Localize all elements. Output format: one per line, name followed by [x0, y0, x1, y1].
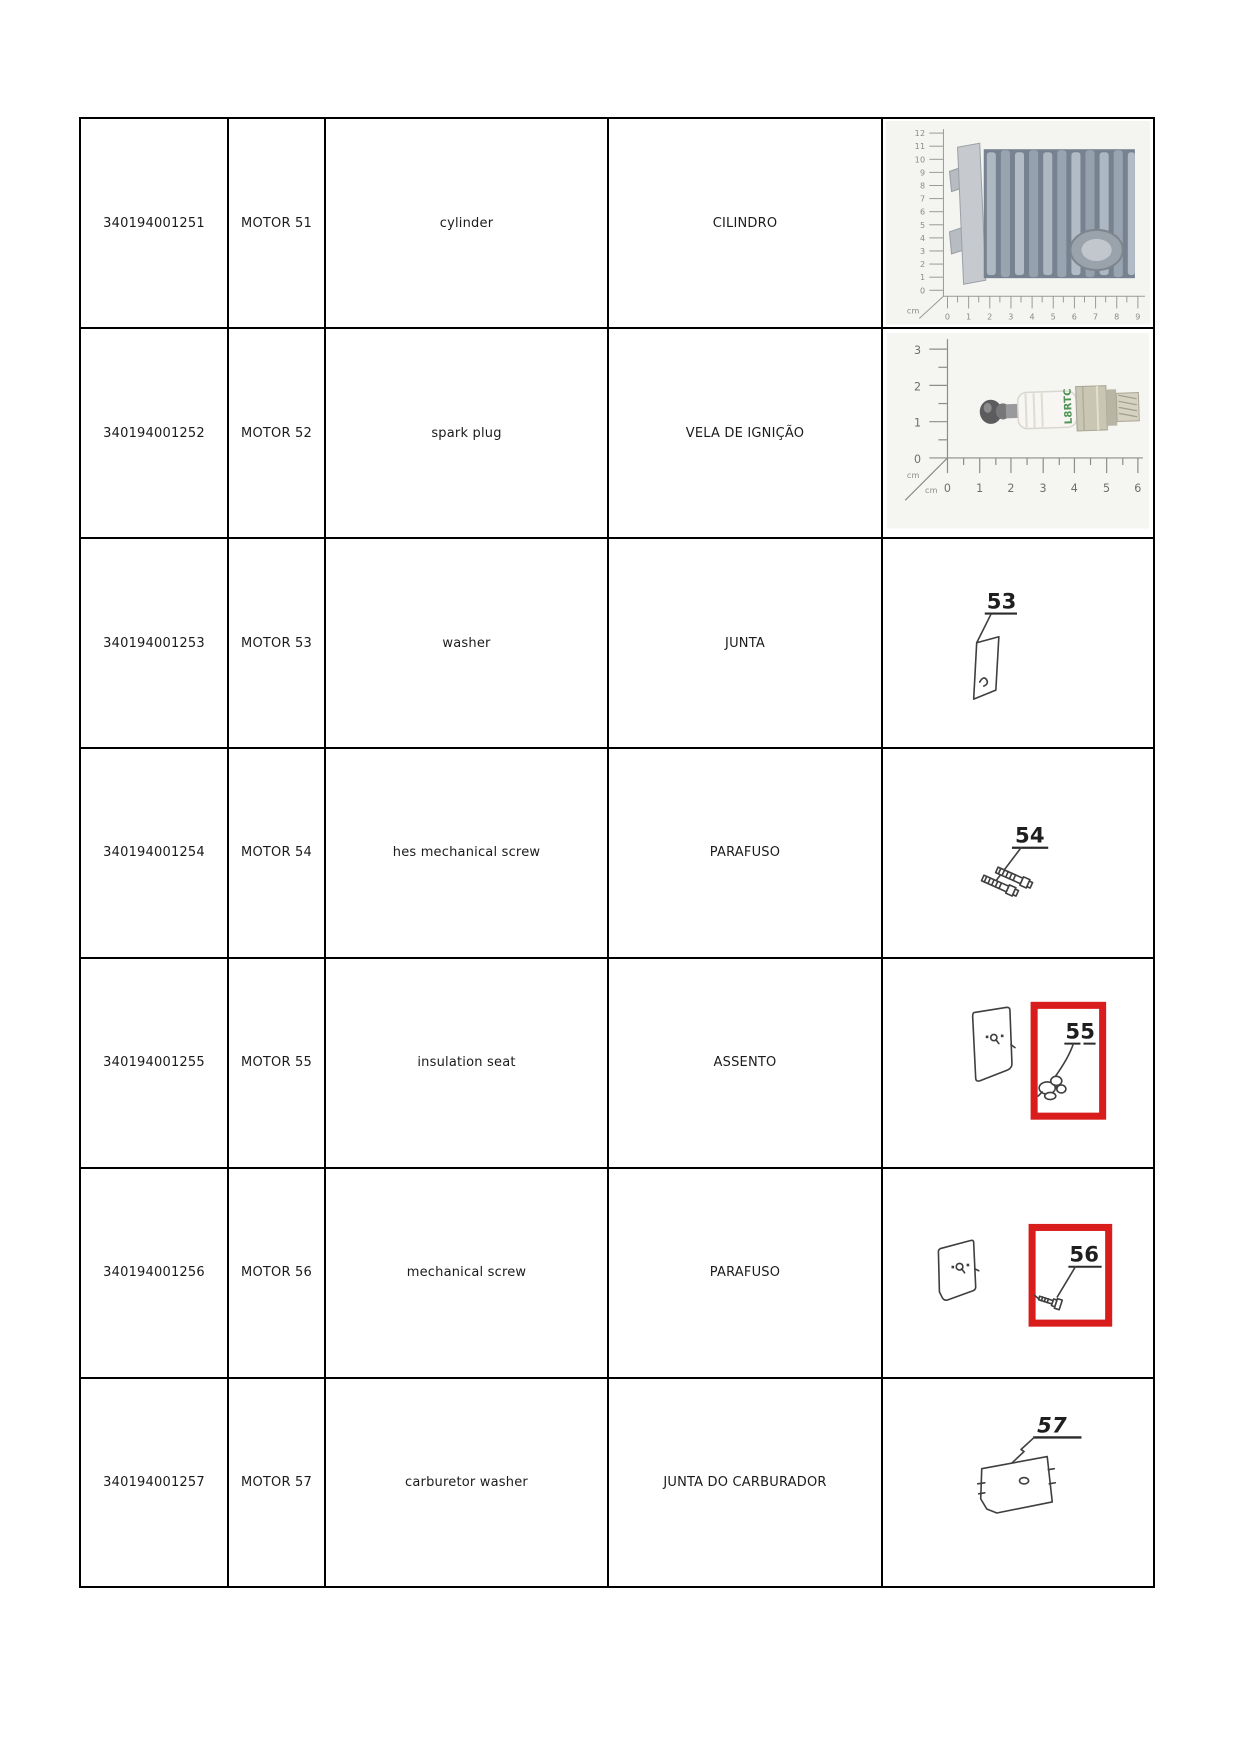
callout-number: 54 [1014, 822, 1045, 848]
reference-cell [228, 1168, 325, 1378]
part-number-cell [80, 118, 228, 328]
description-pt-cell [608, 1168, 882, 1378]
svg-text:cm: cm [906, 306, 920, 316]
description-en-cell [325, 958, 608, 1168]
svg-text:6: 6 [1134, 482, 1142, 496]
reference-cell [228, 1378, 325, 1588]
part-number: 340194001253 [103, 635, 205, 651]
description-en: hes mechanical screw [392, 845, 541, 861]
description-pt-cell [608, 328, 882, 538]
part-image-cell [882, 328, 1154, 538]
cylinder-part [949, 143, 1134, 284]
part-image-cell [882, 118, 1154, 328]
insulation-seat-drawing [883, 959, 1153, 1167]
svg-text:1: 1 [976, 482, 984, 496]
reference: MOTOR 53 [241, 635, 312, 651]
reference: MOTOR 57 [241, 1474, 312, 1490]
svg-text:9: 9 [1135, 312, 1141, 322]
table-row [80, 1168, 1154, 1378]
reference: MOTOR 51 [241, 215, 312, 231]
description-en: carburetor washer [405, 1474, 528, 1490]
svg-text:1: 1 [919, 273, 926, 283]
description-pt: PARAFUSO [709, 845, 781, 861]
description-pt: ASSENTO [713, 1055, 777, 1071]
description-en-cell [325, 328, 608, 538]
plug-marking: L8RTC [1062, 388, 1075, 425]
part-number-cell [80, 748, 228, 958]
description-en: mechanical screw [406, 1265, 527, 1281]
svg-text:5: 5 [919, 221, 926, 231]
description-en-cell [325, 748, 608, 958]
svg-text:5: 5 [1050, 312, 1056, 322]
svg-text:2: 2 [914, 380, 922, 394]
description-pt-cell [608, 1378, 882, 1588]
description-en: cylinder [439, 215, 494, 231]
callout-number: 56 [1069, 1241, 1100, 1267]
svg-text:cm: cm [906, 471, 920, 481]
svg-text:2: 2 [1007, 482, 1015, 496]
svg-text:5: 5 [1103, 482, 1111, 496]
svg-text:1: 1 [914, 416, 922, 430]
part-number: 340194001256 [103, 1265, 205, 1281]
mechanical-screw-drawing [883, 1169, 1153, 1377]
description-pt-cell [608, 748, 882, 958]
svg-text:1: 1 [965, 312, 972, 322]
photo-background [887, 333, 1149, 528]
carburetor-washer-drawing [883, 1379, 1153, 1587]
svg-text:8: 8 [919, 181, 926, 191]
callout-number: 55 [1065, 1018, 1096, 1044]
screw-shape [1033, 1291, 1062, 1309]
reference: MOTOR 52 [241, 425, 312, 441]
washer-drawing [883, 539, 1153, 747]
part-image-cell [882, 1378, 1154, 1588]
svg-text:10: 10 [914, 155, 926, 165]
svg-text:3: 3 [914, 344, 922, 358]
description-pt: JUNTA DO CARBURADOR [663, 1474, 827, 1490]
part-number: 340194001252 [103, 425, 205, 441]
description-pt: JUNTA [725, 635, 765, 651]
table-row [80, 328, 1154, 538]
description-pt: PARAFUSO [709, 1265, 781, 1281]
parts-table [79, 117, 1155, 1588]
description-pt: VELA DE IGNIÇÃO [685, 425, 805, 441]
table-row [80, 958, 1154, 1168]
description-en-cell [325, 1378, 608, 1588]
svg-text:cm: cm [925, 486, 938, 496]
reference: MOTOR 54 [241, 845, 312, 861]
table-row [80, 748, 1154, 958]
callout-number: 53 [986, 588, 1017, 614]
svg-text:2: 2 [987, 312, 993, 322]
description-pt-cell [608, 958, 882, 1168]
svg-text:8: 8 [1114, 312, 1120, 322]
insulation-seat-shape [1038, 1076, 1066, 1099]
svg-text:2: 2 [919, 260, 926, 270]
description-en-cell [325, 1168, 608, 1378]
description-en-cell [325, 538, 608, 748]
reference-cell [228, 748, 325, 958]
callout-number: 57 [1037, 1411, 1067, 1437]
description-pt-cell [608, 538, 882, 748]
table-row [80, 118, 1154, 328]
description-en-cell [325, 118, 608, 328]
spark-plug-photo [883, 329, 1153, 537]
reference: MOTOR 56 [241, 1265, 312, 1281]
description-en: insulation seat [417, 1055, 516, 1071]
svg-text:6: 6 [1071, 312, 1078, 322]
svg-text:0: 0 [944, 312, 951, 322]
part-number-cell [80, 1168, 228, 1378]
part-number: 340194001251 [103, 215, 205, 231]
description-en: washer [442, 635, 491, 651]
svg-text:0: 0 [919, 286, 926, 296]
svg-text:11: 11 [914, 142, 926, 152]
part-image-cell [882, 1168, 1154, 1378]
part-number-cell [80, 958, 228, 1168]
svg-text:4: 4 [919, 234, 926, 244]
svg-text:0: 0 [943, 482, 952, 496]
part-number: 340194001255 [103, 1055, 205, 1071]
part-number-cell [80, 328, 228, 538]
reference-cell [228, 958, 325, 1168]
part-image-cell [882, 958, 1154, 1168]
svg-text:9: 9 [919, 168, 926, 178]
svg-text:7: 7 [919, 194, 926, 204]
svg-text:7: 7 [1092, 312, 1099, 322]
table-row [80, 538, 1154, 748]
screw-drawing [883, 749, 1153, 957]
part-number-cell [80, 538, 228, 748]
svg-text:3: 3 [1039, 482, 1047, 496]
part-number: 340194001257 [103, 1474, 205, 1490]
part-image-cell [882, 538, 1154, 748]
table-row [80, 1378, 1154, 1588]
part-image-cell [882, 748, 1154, 958]
description-en: spark plug [431, 425, 502, 441]
reference: MOTOR 55 [241, 1055, 312, 1071]
reference-cell [228, 328, 325, 538]
svg-text:4: 4 [1070, 482, 1079, 496]
description-pt: CILINDRO [712, 215, 778, 231]
svg-text:3: 3 [1008, 312, 1014, 322]
reference-cell [228, 118, 325, 328]
reference-cell [228, 538, 325, 748]
part-number-cell [80, 1378, 228, 1588]
cylinder-photo [883, 119, 1153, 327]
svg-text:12: 12 [914, 129, 926, 139]
svg-text:3: 3 [919, 247, 926, 257]
svg-text:0: 0 [914, 453, 922, 467]
svg-text:4: 4 [1029, 312, 1035, 322]
svg-text:6: 6 [919, 207, 926, 217]
part-number: 340194001254 [103, 845, 205, 861]
description-pt-cell [608, 118, 882, 328]
